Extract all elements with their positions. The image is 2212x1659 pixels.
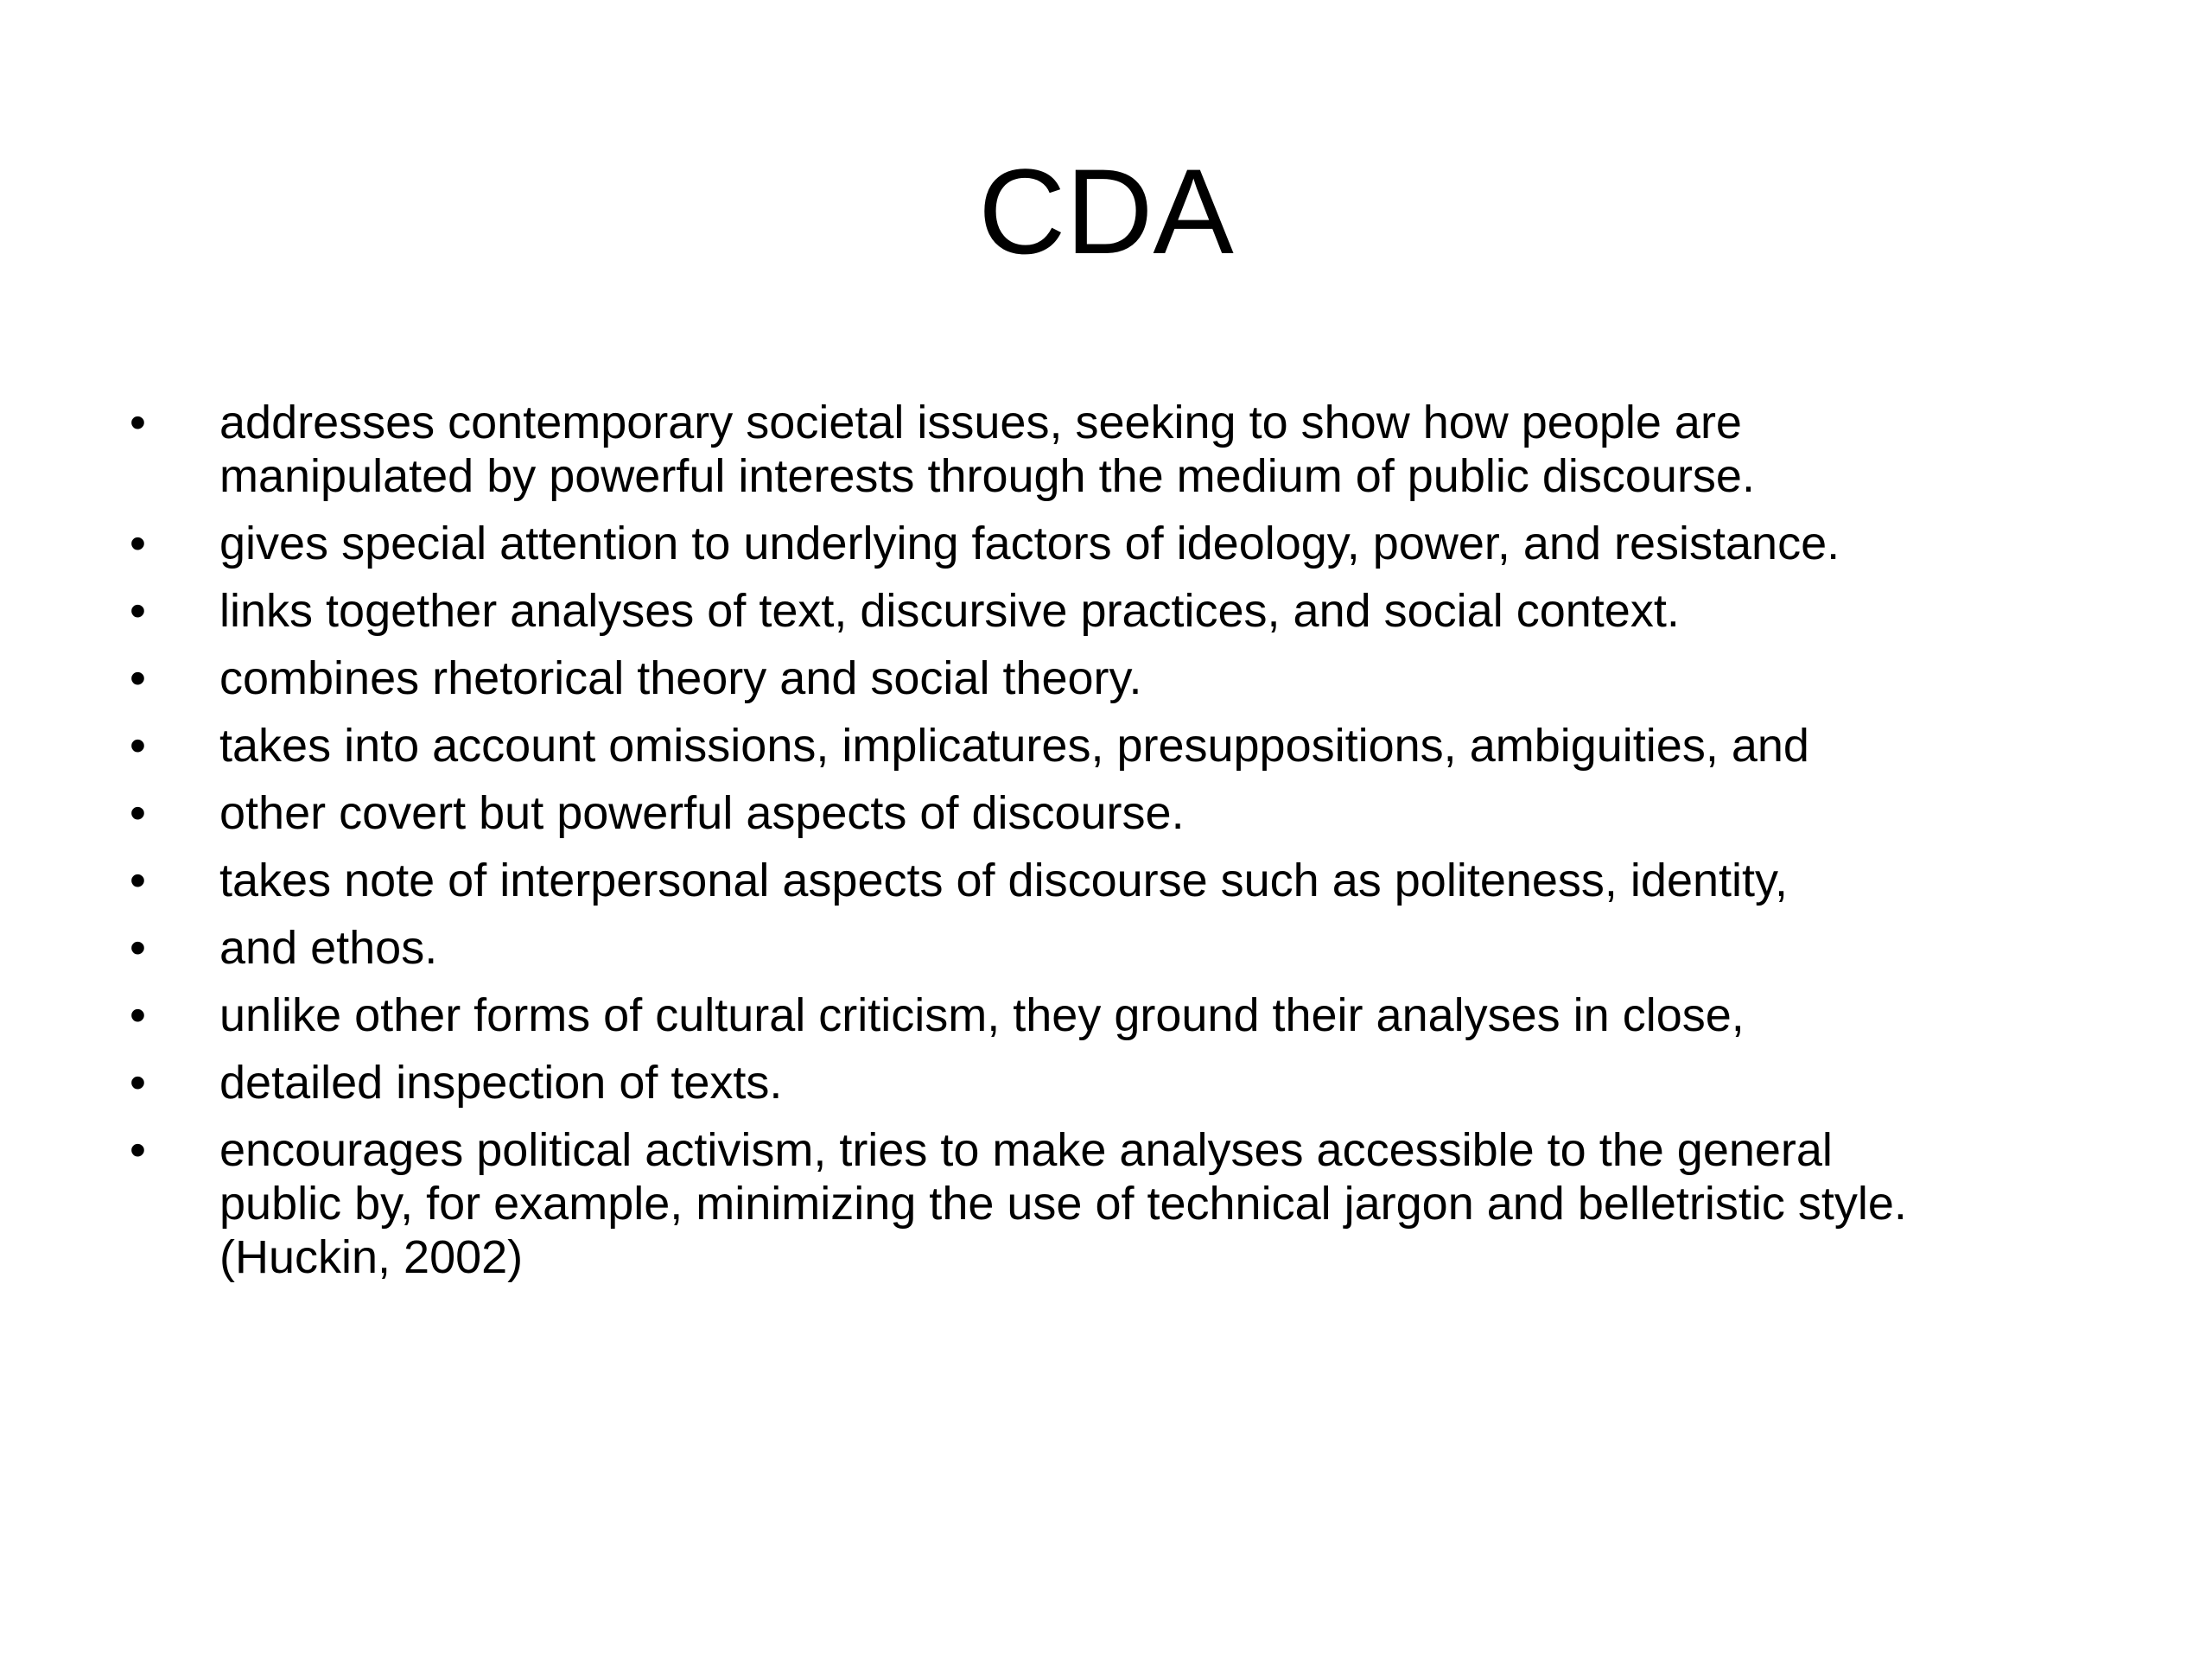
slide-title: CDA bbox=[978, 143, 1234, 279]
bullet-dot-icon: • bbox=[130, 922, 146, 974]
bullet-dot-icon: • bbox=[130, 720, 146, 772]
bullet-item bbox=[130, 854, 2117, 907]
bullet-item bbox=[130, 1123, 2117, 1284]
bullet-item bbox=[130, 652, 2117, 705]
bullet-dot-icon: • bbox=[130, 787, 146, 839]
bullet-dot-icon: • bbox=[130, 989, 146, 1041]
bullet-dot-icon: • bbox=[130, 585, 146, 637]
bullet-item bbox=[130, 1056, 2117, 1109]
bullet-dot-icon: • bbox=[130, 1124, 146, 1176]
bullet-text-line: encourages political activism, tries to make analyses accessible to the general bbox=[219, 1124, 1833, 1176]
bullet-dot-icon: • bbox=[130, 652, 146, 704]
bullet-dot-icon: • bbox=[130, 397, 146, 448]
bullet-text-line: public by, for example, minimizing the use of technical jargon and belletristic style. bbox=[219, 1178, 1907, 1230]
bullet-item bbox=[130, 396, 2117, 503]
bullet-text-line: detailed inspection of texts. bbox=[219, 1057, 783, 1109]
bullet-dot-icon: • bbox=[130, 1057, 146, 1109]
bullet-list bbox=[130, 396, 2117, 1298]
bullet-text-line: takes note of interpersonal aspects of discourse such as politeness, identity, bbox=[219, 855, 1789, 906]
bullet-dot-icon: • bbox=[130, 855, 146, 906]
bullet-text-line: (Huckin, 2002) bbox=[219, 1231, 524, 1283]
bullet-item bbox=[130, 988, 2117, 1042]
bullet-text-line: other covert but powerful aspects of discourse. bbox=[219, 787, 1185, 839]
bullet-item bbox=[130, 921, 2117, 975]
bullet-item bbox=[130, 786, 2117, 840]
bullet-dot-icon: • bbox=[130, 518, 146, 569]
bullet-text-line: unlike other forms of cultural criticism, they ground their analyses in close, bbox=[219, 989, 1745, 1041]
bullet-text-line: addresses contemporary societal issues, seeking to show how people are bbox=[219, 397, 1742, 448]
bullet-text-line: takes into account omissions, implicatures, presuppositions, ambiguities, and bbox=[219, 720, 1809, 772]
bullet-text-line: combines rhetorical theory and social theory. bbox=[219, 652, 1142, 704]
bullet-text-line: manipulated by powerful interests through the medium of public discourse. bbox=[219, 450, 1755, 502]
bullet-text-line: links together analyses of text, discursive practices, and social context. bbox=[219, 585, 1680, 637]
bullet-item bbox=[130, 719, 2117, 772]
bullet-item bbox=[130, 584, 2117, 638]
bullet-text-line: and ethos. bbox=[219, 922, 438, 974]
bullet-text-line: gives special attention to underlying factors of ideology, power, and resistance. bbox=[219, 518, 1840, 569]
bullet-item bbox=[130, 517, 2117, 570]
